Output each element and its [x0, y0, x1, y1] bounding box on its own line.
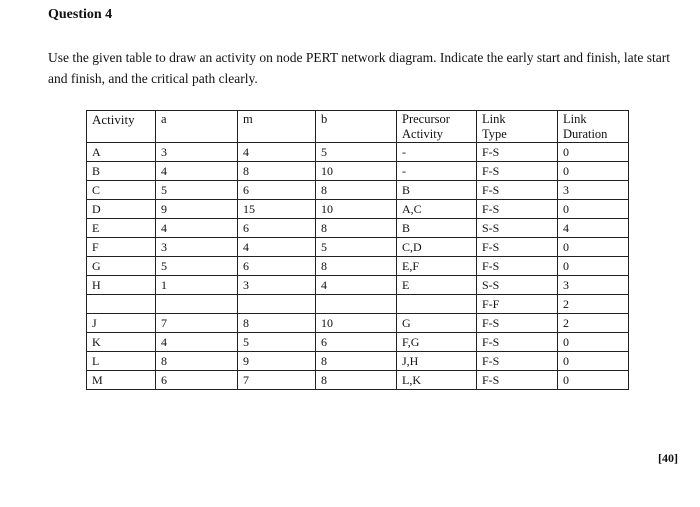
header-activity: Activity	[87, 111, 156, 143]
question-marks: [40]	[658, 451, 678, 465]
cell-link-duration: 0	[558, 162, 629, 181]
cell-m: 5	[238, 333, 316, 352]
header-link-duration-line2: Duration	[563, 127, 608, 141]
header-m: m	[238, 111, 316, 143]
cell-precursor: L,K	[397, 371, 477, 390]
question-title: Question 4	[48, 7, 113, 22]
table-row	[87, 238, 629, 257]
table-row	[87, 276, 629, 295]
cell-link-duration: 3	[558, 276, 629, 295]
cell-a: 3	[156, 238, 238, 257]
cell-activity: B	[87, 162, 156, 181]
cell-link-duration: 3	[558, 181, 629, 200]
header-precursor-line2: Activity	[402, 127, 443, 141]
cell-b: 10	[316, 162, 397, 181]
table-row	[87, 314, 629, 333]
cell-link-duration: 4	[558, 219, 629, 238]
cell-a	[156, 295, 238, 314]
cell-m: 4	[238, 143, 316, 162]
cell-activity: J	[87, 314, 156, 333]
cell-b: 10	[316, 200, 397, 219]
cell-link-duration: 0	[558, 333, 629, 352]
table-row	[87, 333, 629, 352]
cell-link-duration: 2	[558, 295, 629, 314]
cell-b: 8	[316, 257, 397, 276]
cell-activity: H	[87, 276, 156, 295]
table-row	[87, 143, 629, 162]
header-precursor-activity	[397, 111, 477, 143]
cell-link-type: F-S	[477, 352, 558, 371]
cell-precursor: F,G	[397, 333, 477, 352]
cell-b: 5	[316, 143, 397, 162]
cell-m: 9	[238, 352, 316, 371]
header-link-type-line2: Type	[482, 127, 507, 141]
cell-b: 8	[316, 352, 397, 371]
header-precursor-line1: Precursor	[402, 112, 450, 126]
cell-link-type: S-S	[477, 219, 558, 238]
cell-b	[316, 295, 397, 314]
cell-precursor: A,C	[397, 200, 477, 219]
cell-activity: K	[87, 333, 156, 352]
header-link-type	[477, 111, 558, 143]
header-link-type-line1: Link	[482, 112, 506, 126]
header-a: a	[156, 111, 238, 143]
cell-link-type: S-S	[477, 276, 558, 295]
cell-activity: F	[87, 238, 156, 257]
cell-m: 6	[238, 219, 316, 238]
cell-b: 8	[316, 219, 397, 238]
cell-m: 3	[238, 276, 316, 295]
cell-a: 4	[156, 333, 238, 352]
cell-precursor: -	[397, 143, 477, 162]
cell-m: 8	[238, 162, 316, 181]
cell-link-type: F-S	[477, 181, 558, 200]
question-prompt: Use the given table to draw an activity on node PERT network diagram. Indicate the early start and finish, late start and finish, and the critical path clearly.	[48, 50, 671, 86]
cell-link-type: F-S	[477, 314, 558, 333]
cell-precursor: G	[397, 314, 477, 333]
table-row	[87, 352, 629, 371]
cell-link-type: F-S	[477, 333, 558, 352]
cell-activity	[87, 295, 156, 314]
table-row	[87, 257, 629, 276]
cell-activity: L	[87, 352, 156, 371]
cell-activity: D	[87, 200, 156, 219]
cell-m: 8	[238, 314, 316, 333]
header-b: b	[316, 111, 397, 143]
cell-link-duration: 0	[558, 352, 629, 371]
cell-b: 8	[316, 181, 397, 200]
cell-a: 3	[156, 143, 238, 162]
cell-precursor: E,F	[397, 257, 477, 276]
table-row	[87, 181, 629, 200]
cell-link-type: F-F	[477, 295, 558, 314]
cell-activity: A	[87, 143, 156, 162]
cell-activity: G	[87, 257, 156, 276]
cell-link-type: F-S	[477, 200, 558, 219]
cell-a: 5	[156, 181, 238, 200]
cell-precursor: J,H	[397, 352, 477, 371]
cell-a: 1	[156, 276, 238, 295]
cell-b: 6	[316, 333, 397, 352]
cell-b: 5	[316, 238, 397, 257]
cell-a: 4	[156, 219, 238, 238]
cell-link-type: F-S	[477, 143, 558, 162]
cell-link-type: F-S	[477, 257, 558, 276]
cell-a: 4	[156, 162, 238, 181]
cell-m: 6	[238, 257, 316, 276]
header-link-duration	[558, 111, 629, 143]
cell-a: 7	[156, 314, 238, 333]
table-header-row	[87, 111, 629, 143]
cell-precursor: E	[397, 276, 477, 295]
cell-link-duration: 0	[558, 238, 629, 257]
cell-b: 10	[316, 314, 397, 333]
table-row	[87, 371, 629, 390]
cell-a: 6	[156, 371, 238, 390]
cell-activity: E	[87, 219, 156, 238]
cell-link-duration: 2	[558, 314, 629, 333]
cell-link-duration: 0	[558, 200, 629, 219]
table-row	[87, 295, 629, 314]
cell-m: 6	[238, 181, 316, 200]
cell-precursor: B	[397, 219, 477, 238]
activity-table	[86, 110, 629, 390]
cell-activity: M	[87, 371, 156, 390]
cell-link-duration: 0	[558, 143, 629, 162]
cell-b: 8	[316, 371, 397, 390]
cell-precursor: -	[397, 162, 477, 181]
table-row	[87, 200, 629, 219]
cell-link-type: F-S	[477, 238, 558, 257]
cell-a: 8	[156, 352, 238, 371]
cell-link-duration: 0	[558, 371, 629, 390]
cell-precursor: C,D	[397, 238, 477, 257]
cell-m: 4	[238, 238, 316, 257]
cell-activity: C	[87, 181, 156, 200]
cell-link-type: F-S	[477, 371, 558, 390]
cell-b: 4	[316, 276, 397, 295]
cell-link-type: F-S	[477, 162, 558, 181]
cell-a: 9	[156, 200, 238, 219]
cell-precursor: B	[397, 181, 477, 200]
table-row	[87, 219, 629, 238]
cell-link-duration: 0	[558, 257, 629, 276]
header-link-duration-line1: Link	[563, 112, 587, 126]
cell-m: 7	[238, 371, 316, 390]
cell-a: 5	[156, 257, 238, 276]
cell-m	[238, 295, 316, 314]
cell-precursor	[397, 295, 477, 314]
table-row	[87, 162, 629, 181]
cell-m: 15	[238, 200, 316, 219]
